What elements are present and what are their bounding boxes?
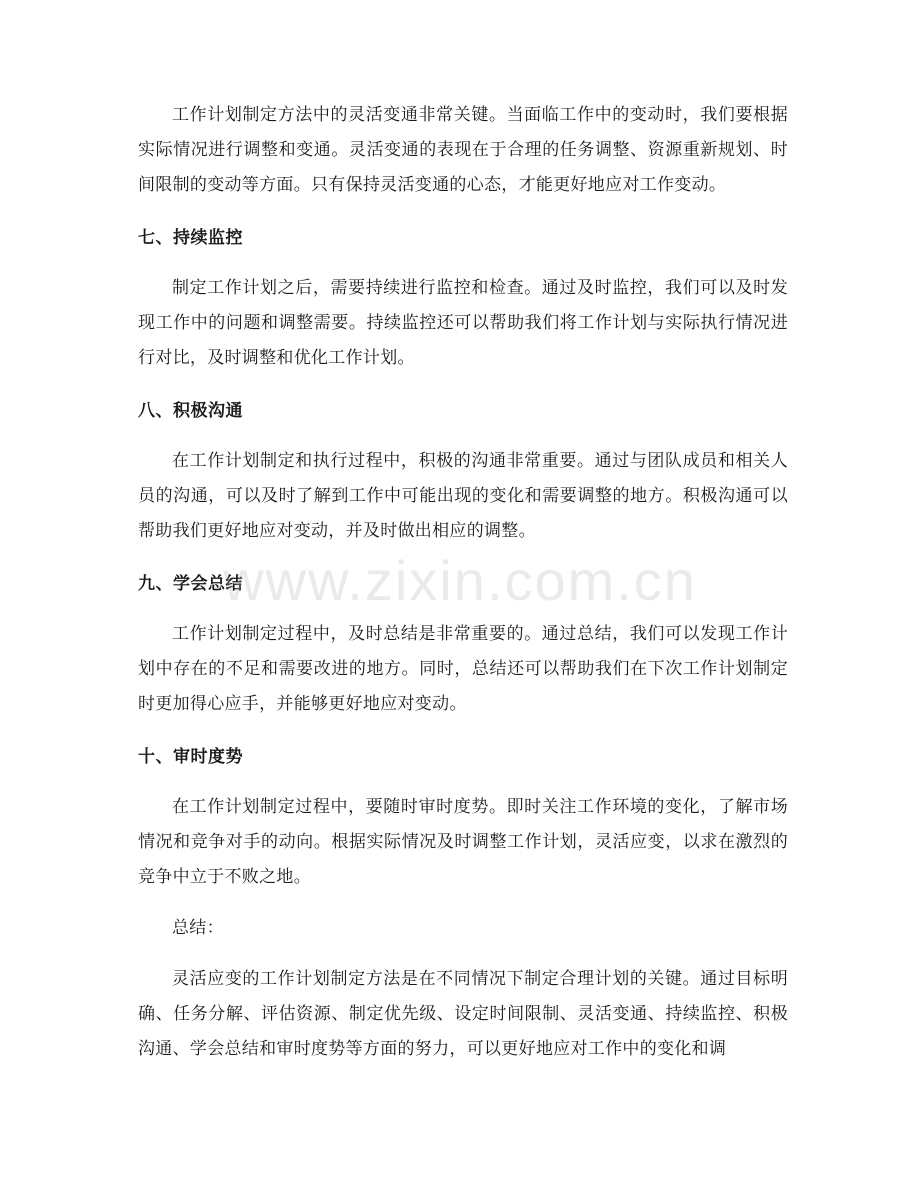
section-heading-monitoring: 七、持续监控 bbox=[138, 228, 243, 248]
section-body-communication: 在工作计划制定和执行过程中，积极的沟通非常重要。通过与团队成员和相关人员的沟通，可以及时了解到工作中可能出现的变化和需要调整的地方。积极沟通可以帮助我们更好地应对变动，并及时做出相应的调整。 bbox=[138, 451, 788, 541]
summary-paragraph: 灵活应变的工作计划制定方法是在不同情况下制定合理计划的关键。通过目标明确、任务分解、评估资源、制定优先级、设定时间限制、灵活变通、持续监控、积极沟通、学会总结和审时度势等方面的努力，可以更好地应对工作中的变化和调 bbox=[138, 969, 788, 1059]
section-heading-assess-situation: 十、审时度势 bbox=[138, 747, 243, 767]
section-body-summarize: 工作计划制定过程中，及时总结是非常重要的。通过总结，我们可以发现工作计划中存在的不足和需要改进的地方。同时，总结还可以帮助我们在下次工作计划制定时更加得心应手，并能够更好地应对变动。 bbox=[138, 624, 788, 714]
section-body-assess-situation: 在工作计划制定过程中，要随时审时度势。即时关注工作环境的变化，了解市场情况和竞争对手的动向。根据实际情况及时调整工作计划，灵活应变，以求在激烈的竞争中立于不败之地。 bbox=[138, 797, 788, 887]
section-heading-communication: 八、积极沟通 bbox=[138, 401, 243, 421]
watermark-text: www.zixin.com.cn bbox=[223, 549, 697, 612]
section-heading-summarize: 九、学会总结 bbox=[138, 574, 243, 594]
summary-label: 总结： bbox=[172, 918, 224, 938]
section-body-monitoring: 制定工作计划之后，需要持续进行监控和检查。通过及时监控，我们可以及时发现工作中的问题和调整需要。持续监控还可以帮助我们将工作计划与实际执行情况进行对比，及时调整和优化工作计划。 bbox=[138, 278, 788, 368]
document-body bbox=[138, 98, 788, 1067]
intro-paragraph: 工作计划制定方法中的灵活变通非常关键。当面临工作中的变动时，我们要根据实际情况进行调整和变通。灵活变通的表现在于合理的任务调整、资源重新规划、时间限制的变动等方面。只有保持灵活变通的心态，才能更好地应对工作变动。 bbox=[138, 105, 788, 195]
